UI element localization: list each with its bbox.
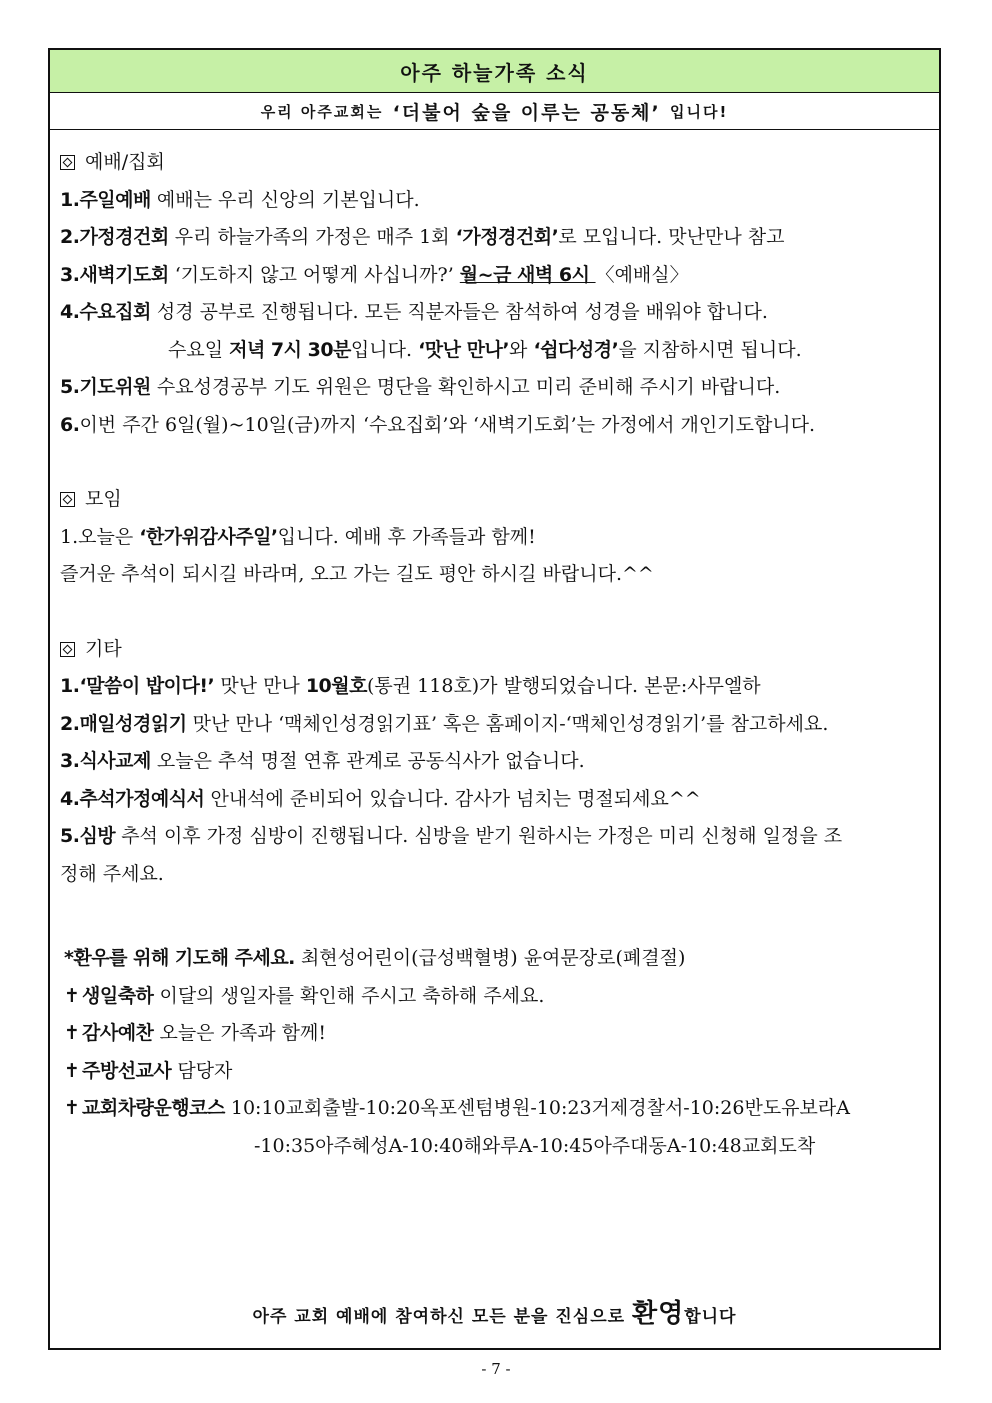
section-heading <box>60 631 929 669</box>
diamond-box-icon <box>60 492 75 507</box>
gathering-line: 1.오늘은 ‘한가위감사주일’입니다. 예배 후 가족들과 함께! <box>60 525 536 548</box>
worship-heading: 예배/집회 <box>85 151 165 173</box>
subtitle-prefix: 우리 아주교회는 <box>260 102 384 121</box>
worship-item: 4.수요집회 성경 공부로 진행됩니다. 모든 직분자들은 참석하여 성경을 배워야 합니다. <box>60 301 768 323</box>
etc-item: 4.추석가정예식서 안내석에 준비되어 있습니다. 감사가 넘치는 명절되세요^^ <box>60 787 701 810</box>
page-number: - 7 - <box>481 1360 511 1378</box>
cross-icon: ✝ <box>64 984 80 1007</box>
worship-item-continued: 수요일 저녁 7시 30분입니다. ‘맛난 만나’와 ‘쉽다성경’을 지참하시면 됩니다. <box>168 338 802 361</box>
etc-item: 1.‘말씀이 밥이다!’ 맛난 만나 10월호(통권 118호)가 발행되었습니다. 본문:사무엘하 <box>60 675 761 697</box>
cross-icon: ✝ <box>64 1059 80 1082</box>
etc-section <box>60 631 929 894</box>
diamond-box-icon <box>60 642 75 657</box>
notes-block <box>60 940 929 1165</box>
worship-section <box>60 144 929 444</box>
bulletin-content <box>50 130 939 1165</box>
gathering-line: 즐거운 추석이 되시길 바라며, 오고 가는 길도 평안 하시길 바랍니다.^^ <box>60 563 654 585</box>
birthday-note: ✝ 생일축하 이달의 생일자를 확인해 주시고 축하해 주세요. <box>64 978 929 1016</box>
gathering-heading: 모임 <box>85 488 122 510</box>
worship-item: 3.새벽기도회 ‘기도하지 않고 어떻게 사십니까?’ 월~금 새벽 6시 〈예배실〉 <box>60 263 689 286</box>
cross-icon: ✝ <box>64 1022 80 1044</box>
bulletin-frame <box>48 48 941 1350</box>
vehicle-course-note: ✝ 교회차량운행코스 10:10교회출발-10:20옥포센텀병원-10:23거제경찰서-10:26반도유보라A <box>64 1090 929 1128</box>
worship-item: 1.주일예배 예배는 우리 신앙의 기본입니다. <box>60 188 420 211</box>
etc-item: 5.심방 추석 이후 가정 심방이 진행됩니다. 심방을 받기 원하시는 가정은 미리 신청해 일정을 조 <box>60 825 843 847</box>
etc-item-continued: 정해 주세요. <box>60 862 164 885</box>
subtitle-suffix: 입니다! <box>670 102 729 121</box>
gathering-section <box>60 481 929 594</box>
etc-item: 3.식사교제 오늘은 추석 명절 연휴 관계로 공동식사가 없습니다. <box>60 750 585 772</box>
praise-note: ✝ 감사예찬 오늘은 가족과 함께! <box>64 1015 929 1053</box>
section-heading <box>60 481 929 519</box>
bulletin-title: 아주 하늘가족 소식 <box>50 50 939 93</box>
worship-item: 5.기도위원 수요성경공부 기도 위원은 명단을 확인하시고 미리 준비해 주시기 바랍니다. <box>60 376 781 398</box>
vehicle-course-continued: -10:35아주혜성A-10:40해와루A-10:45아주대동A-10:48교회도착 <box>254 1134 816 1157</box>
prayer-note: *환우를 위해 기도해 주세요. 최현성어린이(급성백혈병) 윤여문장로(폐결절) <box>64 947 686 969</box>
diamond-box-icon <box>60 155 75 170</box>
cross-icon: ✝ <box>64 1097 80 1119</box>
section-heading <box>60 144 929 182</box>
worship-item: 6.이번 주간 6일(월)~10일(금)까지 ‘수요집회’와 ‘새벽기도회’는 가정에서 개인기도합니다. <box>60 413 816 436</box>
etc-heading: 기타 <box>85 637 122 660</box>
bulletin-subtitle <box>50 93 939 130</box>
etc-item: 2.매일성경읽기 맛난 만나 ‘맥체인성경읽기표’ 혹은 홈페이지-‘맥체인성경읽기’를 참고하세요. <box>60 712 829 735</box>
subtitle-highlight: ‘더불어 숲을 이루는 공동체’ <box>392 101 661 124</box>
worship-item: 2.가정경건회 우리 하늘가족의 가정은 매주 1회 ‘가정경건회’로 모입니다. 맛난만나 참고 <box>60 226 785 248</box>
missionary-note: ✝ 주방선교사 담당자 <box>64 1053 929 1091</box>
welcome-message: 아주 교회 예배에 참여하신 모든 분을 진심으로 환영합니다 <box>252 1299 737 1329</box>
